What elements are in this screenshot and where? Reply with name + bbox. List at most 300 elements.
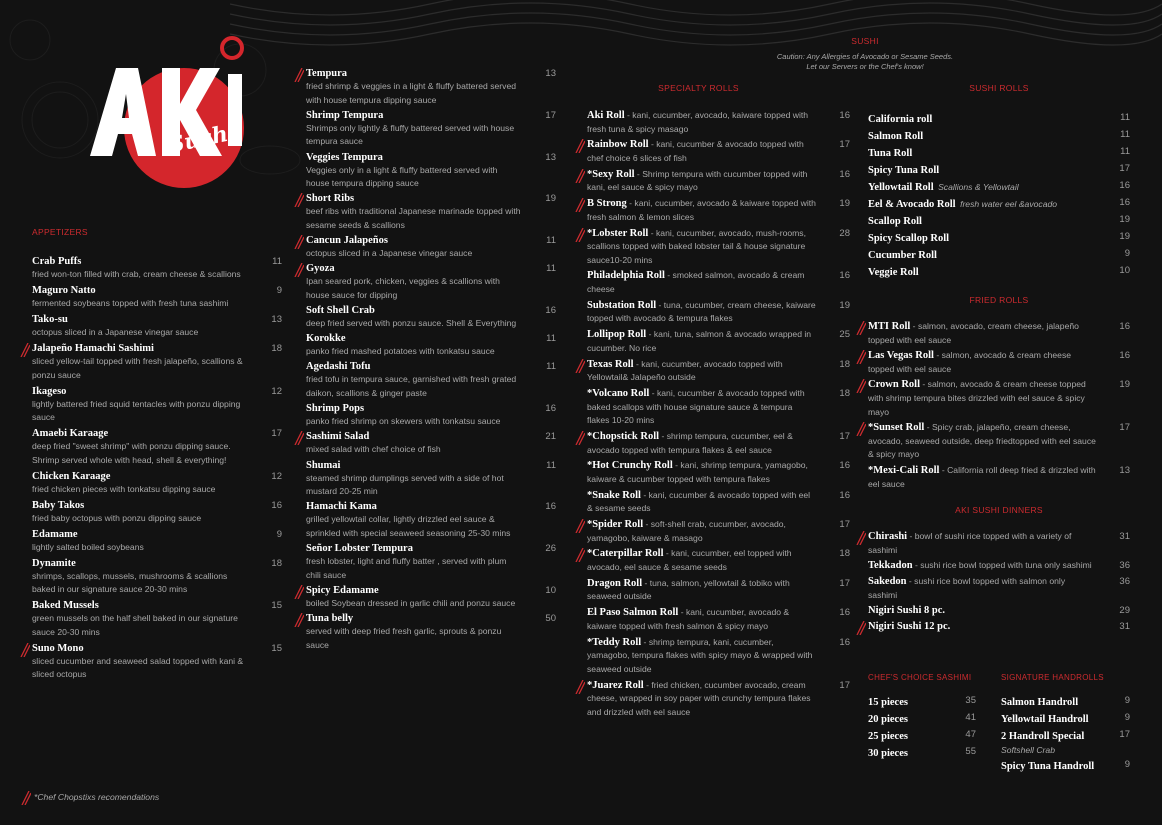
right-section — [868, 83, 1130, 635]
item-desc: - smoked salmon, avocado & cream cheese — [587, 270, 805, 295]
item-name: Amaebi Karaage — [32, 428, 109, 440]
item-desc: - kani, cucumber, eel topped with avocado, eel sauce & sesame seeds — [587, 548, 792, 573]
menu-item — [868, 143, 1130, 160]
item-desc: - salmon, avocado, cream cheese, jalapeño topped with eel sauce — [868, 321, 1079, 345]
chopsticks-icon — [855, 621, 866, 635]
item-price: 19 — [1119, 379, 1130, 391]
item-desc: - kani, tuna, salmon & avocado wrapped in cucumber. No rice — [587, 329, 812, 353]
item-price: 15 — [271, 600, 282, 612]
item-price: 29 — [1119, 605, 1130, 617]
chef-sashimi-list — [868, 692, 976, 760]
item-name: California roll — [868, 114, 933, 125]
item-price: 17 — [271, 428, 282, 440]
item-name: Spicy Tuna Handroll — [1001, 761, 1095, 772]
item-desc: beef ribs with traditional Japanese marinade topped with sesame seeds & scallions — [306, 206, 521, 230]
item-name: Maguro Natto — [32, 284, 96, 296]
item-desc: - California roll deep fried & drizzled with eel sauce — [868, 464, 1096, 489]
item-name: *Lobster Roll — [587, 227, 649, 239]
chopsticks-icon — [574, 359, 585, 373]
item-price: 9 — [1124, 695, 1130, 706]
menu-item — [868, 194, 1130, 211]
item-price: 11 — [546, 263, 556, 275]
menu-item — [868, 378, 1130, 419]
menu-item — [306, 304, 556, 331]
menu-item — [587, 387, 850, 428]
menu-item — [868, 559, 1130, 573]
item-price: 16 — [839, 110, 850, 121]
item-note: fresh water eel &avocado — [960, 199, 1058, 209]
item-name: Chicken Karaage — [32, 470, 111, 482]
kitchen-section — [306, 67, 556, 654]
item-name: Dragon Roll — [587, 577, 643, 589]
item-name: Baked Mussels — [32, 600, 99, 612]
chopsticks-icon — [293, 193, 304, 207]
item-name: Yellowtail Handroll — [1001, 714, 1089, 725]
item-desc: - kani, cucumber, avocado, mush-rooms, scallions topped with baked lobster tail & house signature sauce10-20 mins — [587, 227, 806, 265]
item-desc: - kani, cucumber, avocado, kaiware topped with fresh tuna & spicy masago — [587, 110, 809, 134]
item-desc: - salmon, avocado & cream cheese topped with eel sauce — [868, 350, 1072, 374]
item-name: Spicy Edamame — [306, 584, 379, 596]
item-price: 9 — [1124, 248, 1130, 259]
item-name: Tuna Roll — [868, 148, 913, 159]
item-name: Yellowtail Roll — [868, 182, 934, 193]
item-price: 13 — [545, 151, 556, 163]
item-desc: deep fried served with ponzu sauce. Shell & Everything — [306, 318, 517, 329]
item-desc: - fried chicken, cucumber avocado, cream cheese, wrapped in soy paper with crunchy tempura flakes and drizzled with eel sauce — [587, 679, 811, 717]
item-name: *Sunset Roll — [868, 422, 925, 434]
item-name: Crown Roll — [868, 379, 921, 391]
menu-item — [587, 636, 850, 677]
item-name: *Juarez Roll — [587, 679, 644, 691]
menu-item — [587, 109, 850, 136]
item-desc: Ipan seared pork, chicken, veggies & scallions with house sauce for dipping — [306, 276, 500, 300]
menu-item — [306, 67, 556, 107]
specialty-rolls-heading: SPECIALTY ROLLS — [658, 83, 739, 93]
item-name: MTI Roll — [868, 321, 911, 332]
item-price: 12 — [271, 385, 282, 397]
menu-item — [868, 160, 1130, 177]
item-note: Scallions & Yellowtail — [938, 182, 1019, 192]
item-price: 36 — [1119, 575, 1130, 587]
sushi-header — [700, 36, 1030, 72]
menu-item — [587, 328, 850, 355]
chef-sashimi-heading: CHEF'S CHOICE SASHIMI — [868, 673, 972, 682]
item-name: Chirashi — [868, 531, 908, 543]
item-desc: - sushi rice bowl topped with tuna only sashimi — [912, 560, 1092, 571]
fried-rolls-heading: FRIED ROLLS — [969, 295, 1029, 305]
item-name: Scallop Roll — [868, 216, 922, 227]
item-name: *Caterpillar Roll — [587, 548, 664, 560]
item-name: Dynamite — [32, 557, 76, 569]
item-name: Salmon Roll — [868, 131, 924, 142]
item-price: 17 — [839, 679, 850, 691]
item-name: Suno Mono — [32, 642, 84, 654]
item-desc: deep fried "sweet shrimp" with ponzu dipping sauce. Shrimp served whole with head, shell & everything! — [32, 441, 231, 465]
caution-label: Caution: — [776, 52, 805, 61]
item-name: Eel & Avocado Roll — [868, 199, 956, 210]
menu-item — [32, 385, 282, 425]
menu-item — [868, 726, 976, 743]
item-desc: - tuna, salmon, yellowtail & tobiko with seaweed outside — [587, 577, 790, 602]
item-desc: sliced yellow-tail topped with fresh jalapeño, scallions & ponzu sauce — [32, 355, 243, 380]
item-name: *Chopstick Roll — [587, 430, 660, 442]
item-desc: - kani, cucumber & avocado topped with eel & sesame seeds — [587, 489, 811, 514]
logo-brand — [82, 34, 83, 35]
item-name: Philadelphia Roll — [587, 270, 665, 282]
menu-item — [32, 255, 282, 282]
handrolls-section — [1001, 673, 1130, 773]
item-name: *Volcano Roll — [587, 387, 650, 399]
item-name: Tekkadon — [868, 560, 913, 572]
appetizers-list — [32, 255, 282, 682]
item-price: 11 — [1120, 112, 1130, 123]
item-price: 16 — [839, 270, 850, 282]
item-desc: steamed shrimp dumplings served with a side of hot mustard 20-25 min — [306, 472, 504, 497]
chopsticks-icon — [293, 68, 304, 82]
item-name: *Sexy Roll — [587, 168, 635, 180]
item-name: Shumai — [306, 459, 341, 471]
chopsticks-icon — [855, 379, 866, 393]
menu-item — [587, 269, 850, 296]
item-name: Crab Puffs — [32, 256, 82, 267]
item-price: 19 — [1119, 231, 1130, 242]
item-name: Hamachi Kama — [306, 501, 377, 513]
item-price: 12 — [271, 470, 282, 482]
item-name: Gyoza — [306, 263, 335, 275]
menu-item — [587, 577, 850, 604]
menu-item — [868, 211, 1130, 228]
item-name: Sakedon — [868, 575, 907, 587]
item-desc: mixed salad with chef choice of fish — [306, 444, 441, 455]
item-price: 9 — [1124, 759, 1130, 770]
item-price: 16 — [545, 403, 556, 415]
item-price: 21 — [545, 431, 556, 443]
item-name: 20 pieces — [868, 714, 908, 725]
item-name: Short Ribs — [306, 193, 355, 205]
item-name: Substation Roll — [587, 299, 657, 311]
specialty-rolls-section — [587, 83, 850, 722]
menu-item — [587, 358, 850, 385]
chopsticks-icon — [574, 228, 585, 242]
menu-item — [868, 743, 976, 760]
item-desc: - soft-shell crab, cucumber, avocado, yamagobo, kaiware & masago — [587, 519, 786, 543]
menu-item — [1001, 726, 1130, 756]
item-name: Cucumber Roll — [868, 250, 937, 261]
item-price: 19 — [545, 193, 556, 205]
item-price: 26 — [545, 543, 556, 555]
item-price: 11 — [546, 333, 556, 345]
chopsticks-icon — [20, 791, 31, 805]
item-name: Spicy Tuna Roll — [868, 165, 940, 176]
menu-item — [868, 421, 1130, 462]
menu-item — [868, 126, 1130, 143]
menu-item — [32, 599, 282, 639]
chopsticks-icon — [293, 585, 304, 599]
item-name: Spicy Scallop Roll — [868, 233, 950, 244]
item-desc: panko fried mashed potatoes with tonkatsu sauce — [306, 346, 495, 357]
item-price: 18 — [839, 358, 850, 370]
item-name: *Spider Roll — [587, 519, 644, 531]
menu-item — [32, 284, 282, 311]
item-name: Shrimp Pops — [306, 403, 365, 415]
kitchen-list — [306, 67, 556, 652]
item-name: *Mexi-Cali Roll — [868, 464, 940, 476]
appetizers-heading: APPETIZERS — [32, 227, 88, 237]
item-price: 9 — [276, 528, 282, 540]
item-price: 18 — [839, 387, 850, 399]
item-desc: - kani, cucumber, avocado topped with Yellowtail& Jalapeño outside — [587, 358, 783, 383]
item-price: 41 — [965, 712, 976, 723]
sushi-rolls-heading: SUSHI ROLLS — [969, 83, 1029, 93]
chopsticks-icon — [574, 169, 585, 183]
item-price: 17 — [839, 519, 850, 531]
appetizers-section — [32, 227, 282, 684]
caution-note — [700, 52, 1030, 72]
item-price: 16 — [839, 460, 850, 472]
menu-item — [306, 430, 556, 457]
menu-item — [868, 262, 1130, 279]
item-desc: - kani, cucumber, avocado & kaiware topped with fresh salmon & lemon slices — [587, 198, 816, 222]
chef-sashimi-section — [868, 673, 976, 760]
menu-item — [306, 584, 556, 611]
menu-item — [587, 299, 850, 326]
item-name: Jalapeño Hamachi Sashimi — [32, 342, 154, 354]
item-price: 47 — [965, 729, 976, 740]
item-desc: fried won-ton filled with crab, cream cheese & scallions — [32, 269, 241, 279]
item-price: 13 — [1119, 464, 1130, 476]
menu-item — [306, 234, 556, 261]
item-price: 16 — [1119, 180, 1130, 191]
item-desc: - kani, cucumber & avocado topped with baked scallops with house signature sauce & tempura flakes 10-20 mins — [587, 387, 805, 426]
item-desc: - tuna, cucumber, cream cheese, kaiware topped with avocado & tempura flakes — [587, 299, 816, 324]
item-desc: - kani, cucumber, avocado & kaiware topped with fresh salmon & spicy mayo — [587, 607, 790, 631]
item-name: 2 Handroll Special — [1001, 731, 1085, 742]
chopstick-legend-text: *Chef Chopstixs recomendations — [34, 792, 160, 802]
item-name: Lollipop Roll — [587, 329, 647, 341]
item-name: El Paso Salmon Roll — [587, 607, 679, 619]
menu-item — [306, 612, 556, 652]
item-name: Ikageso — [32, 385, 67, 397]
chopsticks-icon — [855, 321, 866, 335]
sushi-rolls-list — [868, 109, 1130, 279]
menu-item — [868, 575, 1130, 602]
menu-item — [306, 500, 556, 540]
item-desc: fresh lobster, light and fluffy batter , served with plum chili sauce — [306, 556, 507, 580]
chopsticks-icon — [293, 431, 304, 445]
item-desc: shrimps, scallops, mussels, mushrooms & scallions baked in our signature sauce 20-30 mins — [32, 570, 228, 595]
item-desc: fried chicken pieces with tonkatsu dipping sauce — [32, 483, 216, 494]
item-price: 16 — [839, 489, 850, 501]
item-desc: octopus sliced in a Japanese vinegar sauce — [32, 326, 199, 337]
item-name: Tako-su — [32, 313, 68, 325]
menu-item — [868, 709, 976, 726]
item-desc: - sushi rice bowl topped with salmon only sashimi — [868, 575, 1066, 600]
item-price: 16 — [1119, 321, 1130, 332]
menu-item — [587, 430, 850, 457]
item-desc: lightly battered fried squid tentacles with ponzu dipping sauce — [32, 398, 241, 423]
item-price: 16 — [1119, 197, 1130, 208]
item-price: 17 — [1119, 163, 1130, 174]
chopsticks-icon — [293, 235, 304, 249]
menu-item — [868, 320, 1130, 347]
item-name: Edamame — [32, 528, 78, 540]
item-desc: lightly salted boiled soybeans — [32, 541, 144, 552]
item-name: Nigiri Sushi 8 pc. — [868, 605, 946, 617]
item-price: 17 — [1119, 422, 1130, 434]
caution-line1: Any Allergies of Avocado or Sesame Seeds. — [806, 52, 954, 61]
menu-item — [587, 197, 850, 224]
menu-item — [32, 342, 282, 382]
item-price: 35 — [965, 695, 976, 706]
menu-item — [868, 349, 1130, 376]
item-desc: Shrimps only lightly & fluffy battered served with house tempura sauce — [306, 122, 515, 147]
item-name: *Hot Crunchy Roll — [587, 460, 673, 472]
menu-item — [587, 518, 850, 545]
dinners-list — [868, 530, 1130, 633]
item-name: Texas Roll — [587, 358, 634, 370]
item-price: 10 — [1119, 265, 1130, 276]
menu-item — [32, 427, 282, 467]
item-price: 36 — [1119, 560, 1130, 572]
chopsticks-icon — [19, 343, 30, 357]
item-price: 18 — [271, 342, 282, 354]
menu-item — [1001, 692, 1130, 709]
menu-item — [306, 192, 556, 232]
logo-mark — [82, 34, 252, 194]
item-price: 31 — [1119, 620, 1130, 632]
item-price: 17 — [1119, 729, 1130, 740]
menu-item — [868, 228, 1130, 245]
item-price: 11 — [546, 361, 556, 373]
chopsticks-icon — [574, 548, 585, 562]
menu-item — [868, 177, 1130, 194]
sushi-heading: SUSHI — [851, 36, 879, 46]
item-price: 28 — [839, 227, 850, 239]
menu-item — [32, 470, 282, 497]
item-desc: boiled Soybean dressed in garlic chili and ponzu sauce — [306, 597, 516, 608]
item-desc: panko fried shrimp on skewers with tonkatsu sauce — [306, 416, 501, 427]
menu-item — [306, 262, 556, 302]
menu-item — [587, 606, 850, 633]
menu-item — [306, 360, 556, 400]
item-price: 17 — [839, 577, 850, 589]
item-price: 15 — [271, 642, 282, 654]
item-name: *Snake Roll — [587, 489, 641, 501]
item-name: Las Vegas Roll — [868, 350, 934, 362]
item-desc: fermented soybeans topped with fresh tuna sashimi — [32, 297, 229, 308]
item-desc: - shrimp tempura, cucumber, eel & avocado topped with tempura flakes & eel sauce — [587, 430, 793, 455]
item-price: 19 — [839, 198, 850, 210]
menu-item — [587, 459, 850, 486]
menu-item — [32, 313, 282, 340]
menu-item — [306, 151, 556, 191]
item-price: 18 — [839, 548, 850, 560]
item-price: 19 — [1119, 214, 1130, 225]
item-desc: green mussels on the half shell baked in our signature sauce 20-30 mins — [32, 613, 238, 637]
item-price: 11 — [546, 459, 556, 471]
item-name: *Teddy Roll — [587, 636, 642, 648]
item-price: 17 — [839, 139, 850, 151]
item-price: 50 — [545, 613, 556, 625]
item-price: 25 — [839, 329, 850, 341]
menu-item — [868, 464, 1130, 491]
item-price: 11 — [272, 256, 282, 267]
item-name: 15 pieces — [868, 697, 908, 708]
item-name: Korokke — [306, 333, 346, 345]
item-name: Rainbow Roll — [587, 139, 649, 151]
item-price: 16 — [545, 501, 556, 513]
chopsticks-icon — [855, 350, 866, 364]
logo — [82, 34, 252, 194]
item-price: 11 — [546, 235, 556, 247]
item-name: Señor Lobster Tempura — [306, 543, 413, 555]
specialty-rolls-list — [587, 109, 850, 719]
item-price: 19 — [839, 299, 850, 311]
item-desc: grilled yellowtail collar, lightly drizzled eel sauce & sprinkled with special seaweed seasoning 25-30 mins — [306, 514, 511, 538]
chopsticks-icon — [574, 139, 585, 153]
handrolls-heading: SIGNATURE HANDROLLS — [1001, 673, 1104, 682]
menu-item — [587, 547, 850, 574]
fried-rolls-list — [868, 320, 1130, 491]
menu-item — [868, 620, 1130, 634]
item-price: 16 — [839, 168, 850, 180]
item-name: Salmon Handroll — [1001, 697, 1079, 708]
item-price: 11 — [1120, 129, 1130, 140]
item-price: 17 — [545, 109, 556, 121]
menu-item — [587, 489, 850, 516]
item-name: Aki Roll — [587, 110, 625, 121]
item-name: Agedashi Tofu — [306, 361, 371, 373]
item-desc: - kani, cucumber & avocado topped with chef choice 6 slices of fish — [587, 139, 804, 163]
item-name: Tuna belly — [306, 613, 354, 625]
menu-item — [587, 138, 850, 165]
menu-item — [1001, 756, 1130, 773]
chopsticks-icon — [855, 422, 866, 436]
chopsticks-icon — [574, 198, 585, 212]
item-price: 17 — [839, 430, 850, 442]
item-desc: - Spicy crab, jalapeño, cream cheese, avocado, seaweed outside, deep friedtopped with eel sauce & spicy mayo — [868, 422, 1096, 460]
item-desc: served with deep fried fresh garlic, sprouts & ponzu sauce — [306, 626, 502, 650]
item-desc: fried shrimp & veggies in a light & fluffy battered served with house tempura dipping sauce — [306, 81, 517, 105]
menu-item — [306, 109, 556, 149]
item-price: 16 — [271, 499, 282, 511]
item-note: Softshell Crab — [1001, 745, 1055, 755]
chopsticks-icon — [574, 680, 585, 694]
menu-item — [868, 604, 1130, 618]
item-price: 11 — [1120, 146, 1130, 157]
item-name: Cancun Jalapeños — [306, 235, 388, 247]
menu-item — [306, 542, 556, 582]
chopsticks-icon — [855, 531, 866, 545]
item-name: Nigiri Sushi 12 pc. — [868, 620, 951, 632]
item-name: Shrimp Tempura — [306, 109, 384, 121]
menu-item — [306, 459, 556, 499]
item-name: B Strong — [587, 198, 627, 210]
item-price: 18 — [271, 557, 282, 569]
item-desc: fried baby octopus with ponzu dipping sauce — [32, 512, 202, 523]
chopsticks-icon — [19, 643, 30, 657]
item-price: 13 — [271, 313, 282, 325]
item-desc: - salmon, avocado & cream cheese topped with shrimp tempura bites drizzled with eel sauce & spicy mayo — [868, 379, 1086, 417]
item-name: Veggies Tempura — [306, 151, 383, 163]
item-desc: - shrimp tempura, kani, cucumber, yamagobo, tempura flakes with spicy mayo & wrapped with seaweed outside — [587, 636, 813, 674]
menu-item — [868, 109, 1130, 126]
item-price: 55 — [965, 746, 976, 757]
item-price: 16 — [1119, 350, 1130, 362]
menu-item — [32, 642, 282, 682]
item-desc: octopus sliced in a Japanese vinegar sauce — [306, 248, 473, 259]
menu-item — [32, 499, 282, 526]
